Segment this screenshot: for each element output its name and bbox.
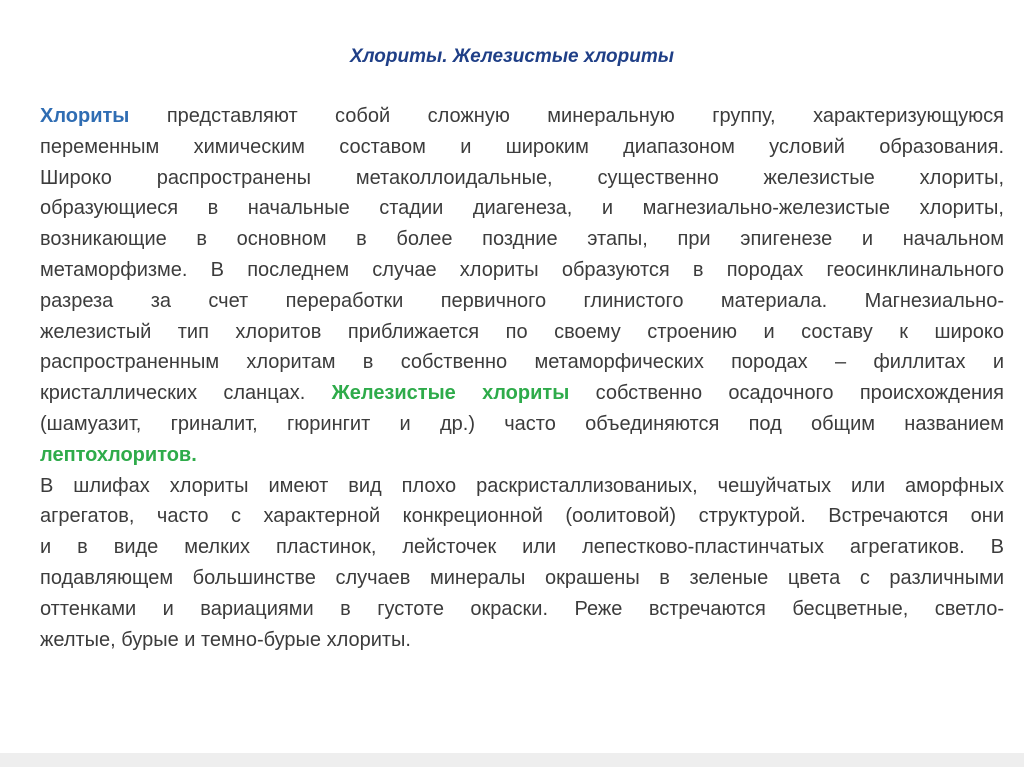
text-line: переменным химическим составом и широким диапазоном условий образования. [40,135,1004,158]
text-segment: собственно осадочного происхождения [569,382,1004,405]
text-line: и в виде мелких пластинок, лейсточек или лепестково-пластинчатых агрегатиков. В [40,536,1004,559]
text-line: разреза за счет переработки первичного глинистого материала. Магнезиально- [40,289,1004,312]
text-line: подавляющем большинстве случаев минералы окрашены в зеленые цвета с различными [40,566,1004,589]
text-line: (шамуазит, гриналит, гюрингит и др.) часто объединяются под общим названием [40,412,1004,435]
bottom-strip [0,753,1024,767]
text-line [40,101,1004,132]
highlighted-term: Железистые хлориты [331,382,570,405]
text-line: возникающие в основном в более поздние этапы, при эпигенезе и начальном [40,228,1004,251]
highlighted-term: лептохлоритов. [40,443,197,466]
text-line: железистый тип хлоритов приближается по своему строению и составу к широко [40,320,1004,343]
text-line: оттенками и вариациями в густоте окраски. Реже встречаются бесцветные, светло- [40,597,1004,620]
text-line: желтые, бурые и темно-бурые хлориты. [40,628,411,651]
text-line: агрегатов, часто с характерной конкреционной (оолитовой) структурой. Встречаются они [40,505,1004,528]
text-line [40,440,1004,471]
text-line: распространенным хлоритам в собственно метаморфических породах – филлитах и [40,351,1004,374]
text-line: метаморфизме. В последнем случае хлориты образуются в породах геосинклинального [40,258,1004,281]
text-segment: представляют собой сложную минеральную группу, характеризующуюся [129,105,1004,127]
slide-title: Хлориты. Железистые хлориты [350,46,674,67]
slide-body [40,101,1004,655]
text-line: образующиеся в начальные стадии диагенеза, и магнезиально-железистые хлориты, [40,197,1004,220]
text-segment: кристаллических сланцах. [40,382,332,405]
text-line: В шлифах хлориты имеют вид плохо раскристаллизованиых, чешуйчатых или аморфных [40,474,1004,497]
text-line: Широко распространены метаколлоидальные, существенно железистые хлориты, [40,166,1004,189]
highlighted-term: Хлориты [40,105,130,127]
text-line [40,378,1004,409]
